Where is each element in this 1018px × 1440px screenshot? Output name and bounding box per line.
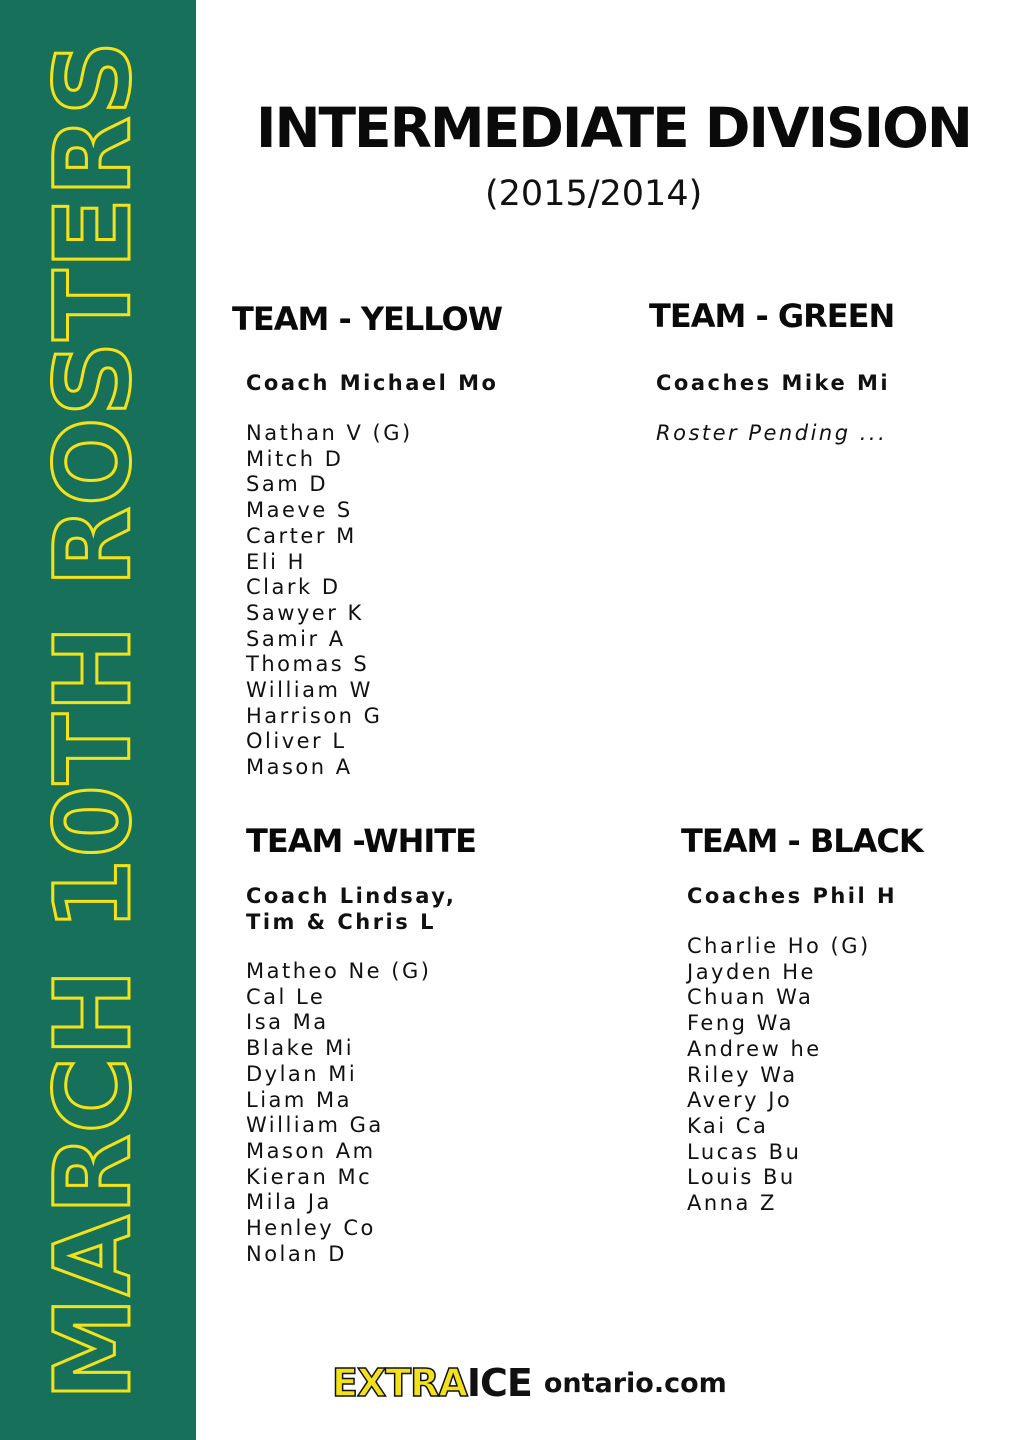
player-item: Isa Ma	[246, 1010, 329, 1035]
sidebar-banner	[0, 0, 196, 1440]
player-item: Samir A	[246, 626, 346, 651]
player-item: Carter M	[246, 523, 357, 548]
player-item: Liam Ma	[246, 1087, 353, 1112]
player-item: Kai Ca	[687, 1113, 769, 1138]
player-item: William Ga	[246, 1113, 384, 1138]
team-white-coach-line-2: Tim & Chris L	[246, 910, 436, 934]
player-item: Nathan V (G)	[246, 421, 413, 445]
player-item: Blake Mi	[246, 1036, 355, 1061]
player-item: Harrison G	[246, 703, 383, 728]
player-item: Jayden He	[687, 959, 816, 984]
player-item: Matheo Ne (G)	[246, 959, 432, 983]
player-item: Sawyer K	[246, 600, 364, 625]
player-item: Dylan Mi	[246, 1061, 358, 1086]
player-item: Lucas Bu	[687, 1139, 802, 1164]
player-item: Clark D	[246, 575, 341, 600]
player-item: Charlie Ho (G)	[687, 934, 871, 958]
team-white-title: TEAM -WHITE	[246, 822, 476, 860]
player-item: Mason Am	[246, 1138, 376, 1163]
team-green-pending: Roster Pending ...	[656, 421, 888, 445]
player-item: Mason A	[246, 755, 353, 780]
page-title: INTERMEDIATE DIVISION	[256, 96, 971, 160]
player-item: Andrew he	[687, 1036, 822, 1061]
team-yellow-coach: Coach Michael Mo	[246, 371, 499, 395]
team-black-roster	[687, 934, 871, 1217]
team-yellow-title: TEAM - YELLOW	[232, 300, 503, 338]
player-item: Oliver L	[246, 729, 347, 754]
player-item: Riley Wa	[687, 1062, 798, 1087]
team-white-coach	[246, 883, 456, 935]
team-green-coach: Coaches Mike Mi	[656, 371, 891, 395]
sidebar-title: MARCH 10TH ROSTERS	[32, 39, 154, 1401]
player-item: Louis Bu	[687, 1165, 796, 1190]
team-white-coach-line-1: Coach Lindsay,	[246, 884, 457, 908]
player-item: William W	[246, 678, 373, 703]
player-item: Maeve S	[246, 498, 353, 523]
player-item: Anna Z	[687, 1191, 777, 1216]
footer-logo	[332, 1360, 727, 1406]
logo-ice-text: ICE	[466, 1361, 532, 1405]
player-item: Thomas S	[246, 652, 370, 677]
player-item: Nolan D	[246, 1241, 347, 1266]
player-item: Avery Jo	[687, 1088, 793, 1113]
player-item: Mila Ja	[246, 1190, 332, 1215]
player-item: Chuan Wa	[687, 985, 814, 1010]
team-green-title: TEAM - GREEN	[649, 297, 895, 335]
player-item: Eli H	[246, 549, 306, 574]
player-item: Feng Wa	[687, 1011, 794, 1036]
team-black-title: TEAM - BLACK	[681, 822, 923, 860]
player-item: Sam D	[246, 472, 329, 497]
player-item: Kieran Mc	[246, 1164, 373, 1189]
team-black-coach: Coaches Phil H	[687, 884, 898, 908]
player-item: Mitch D	[246, 446, 344, 471]
logo-domain-text: ontario.com	[543, 1367, 727, 1399]
team-white-roster	[246, 959, 431, 1267]
page-subtitle: (2015/2014)	[485, 174, 703, 214]
player-item: Henley Co	[246, 1216, 376, 1241]
player-item: Cal Le	[246, 984, 326, 1009]
team-yellow-roster	[246, 421, 413, 781]
logo-extra-text: EXTRA	[332, 1361, 467, 1405]
